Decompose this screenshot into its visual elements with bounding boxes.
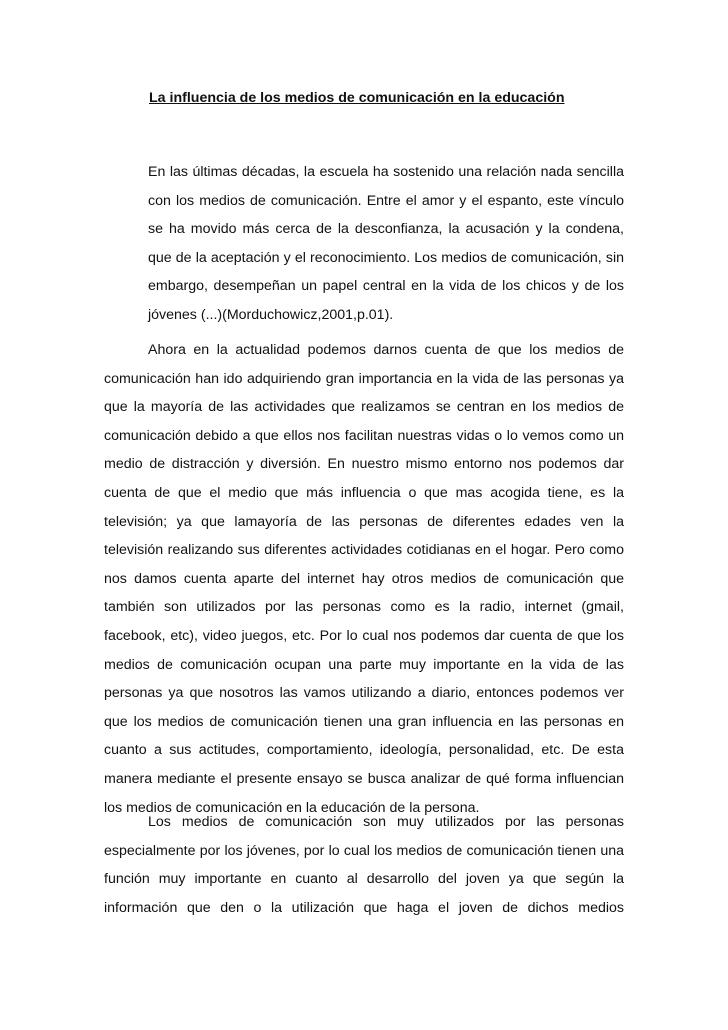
body-paragraph-2: Los medios de comunicación son muy utilizados por las personas especialmente por los jóvenes, por lo cual los medios de comunicación tienen una función muy importante en cuanto al desarrollo del joven ya que según la información que den o la utilización que haga el joven de dichos medios [104,814,624,916]
body-paragraph-1: Ahora en la actualidad podemos darnos cuenta de que los medios de comunicación han ido adquiriendo gran importancia en la vida de las personas ya que la mayoría de las actividades que realizamos se centran en los medios de comunicación debido a que ellos nos facilitan nuestras vidas o lo vemos como un medio de distracción y diversión. En nuestro mismo entorno nos podemos dar cuenta de que el medio que más influencia o que mas acogida tiene, es la televisión; ya que lamayoría de las personas de diferentes edades ven la televisión realizando sus diferentes actividades cotidianas en el hogar. Pero como nos damos cuenta aparte del internet hay otros medios de comunicación que también son utilizados por las personas como es la radio, internet (gmail, facebook, etc), video juegos, etc. Por lo cual nos podemos dar cuenta de que los medios de comunicación ocupan una parte muy importante en la vida de las personas ya que nosotros las vamos utilizando a diario, entonces podemos ver que los medios de comunicación tienen una gran influencia en las personas en cuanto a sus actitudes, comportamiento, ideología, personalidad, etc. De esta manera mediante el presente ensayo se busca analizar de qué forma influencian los medios de comunicación en la educación de la persona. [104,342,624,816]
document-title: La influencia de los medios de comunicación en la educación [149,90,565,106]
block-quote: En las últimas décadas, la escuela ha sostenido una relación nada sencilla con los medios de comunicación. Entre el amor y el espanto, este vínculo se ha movido más cerca de la desconfianza, la acusación y la condena, que de la aceptación y el reconocimiento. Los medios de comunicación, sin embargo, desempeñan un papel central en la vida de los chicos y de los jóvenes (...)(Morduchowicz,2001,p.01). [148,164,624,323]
